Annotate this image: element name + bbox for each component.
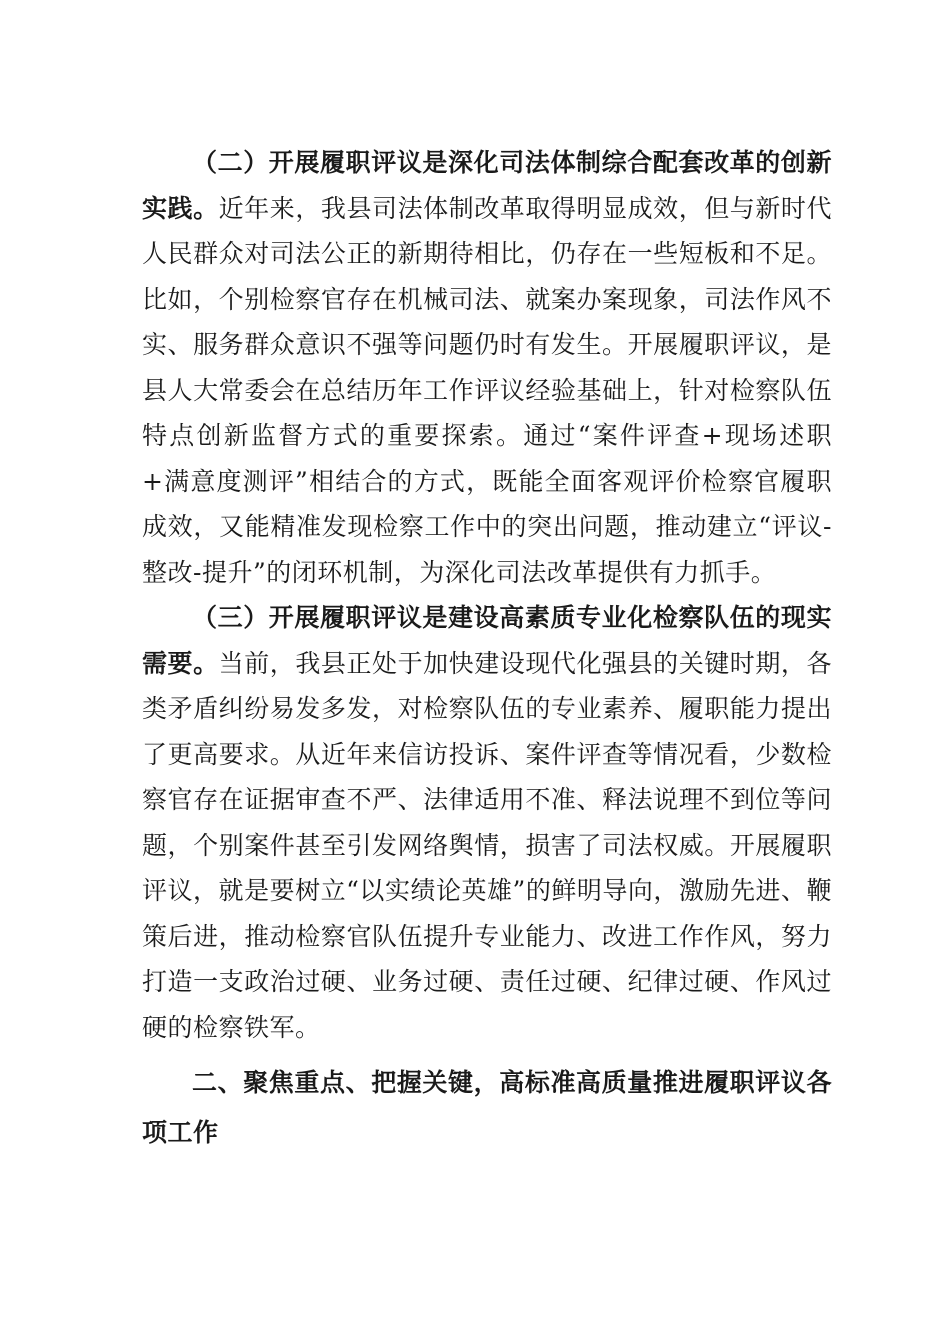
paragraph-prosecutor-team (142, 595, 832, 1050)
paragraph-text: 近年来，我县司法体制改革取得明显成效，但与新时代人民群众对司法公正的新期待相比，仍存在一些短板和不足。比如，个别检察官存在机械司法、就案办案现象，司法作风不实、服务群众意识不强等问题仍时有发生。开展履职评议，是县人大常委会在总结历年工作评议经验基础上，针对检察队伍特点创新监督方式的重要探索。通过“案件评查+现场述职+满意度测评”相结合的方式，既能全面客观评价检察官履职成效，又能精准发现检察工作中的突出问题，推动建立“评议-整改-提升”的闭环机制，为深化司法改革提供有力抓手。 (142, 193, 832, 587)
document-body (142, 140, 832, 1158)
paragraph-lead: （三）开展履职评议是建设高素质专业化检察队伍的现实需要。 (142, 603, 832, 678)
paragraph-text: 当前，我县正处于加快建设现代化强县的关键时期，各类矛盾纠纷易发多发，对检察队伍的专业素养、履职能力提出了更高要求。从近年来信访投诉、案件评查等情况看，少数检察官存在证据审查不严、法律适用不准、释法说理不到位等问题，个别案件甚至引发网络舆情，损害了司法权威。开展履职评议，就是要树立“以实绩论英雄”的鲜明导向，激励先进、鞭策后进，推动检察官队伍提升专业能力、改进工作作风，努力打造一支政治过硬、业务过硬、责任过硬、纪律过硬、作风过硬的检察铁军。 (142, 648, 832, 1042)
paragraph-judicial-reform (142, 140, 832, 595)
paragraph-lead: （二）开展履职评议是深化司法体制综合配套改革的创新实践。 (142, 148, 832, 223)
section-heading: 二、聚焦重点、把握关键，高标准高质量推进履职评议各项工作 (142, 1068, 832, 1147)
